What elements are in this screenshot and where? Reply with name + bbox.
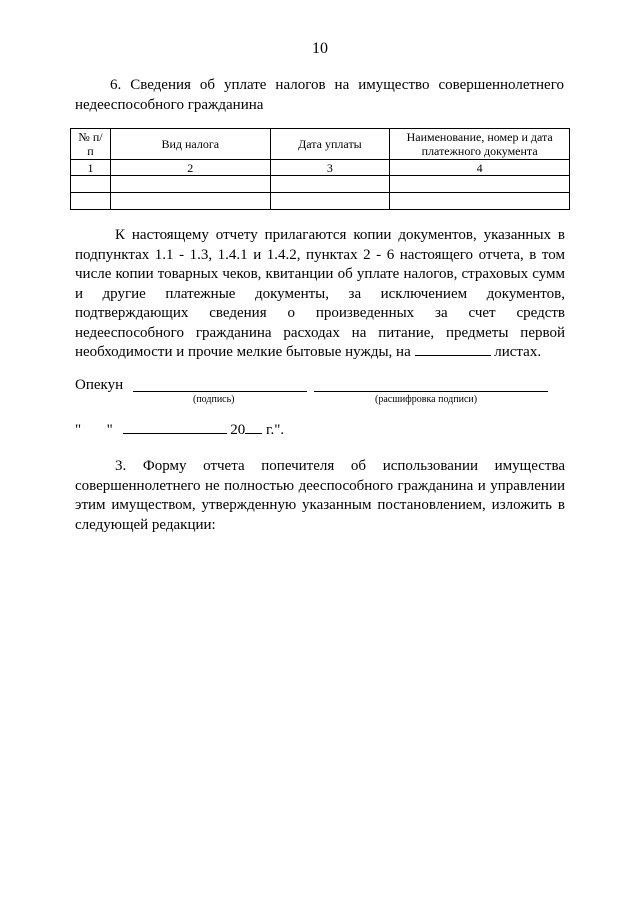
table-cell: 3	[270, 160, 390, 176]
table-header-row	[71, 129, 570, 160]
table-row	[71, 176, 570, 193]
table-cell: 2	[110, 160, 270, 176]
table-column-numbers-row	[71, 160, 570, 176]
attachments-text: К настоящему отчету прилагаются копии документов, указанных в подпунктах 1.1 - 1.3, 1.4.1 и 1.4.2, пунктах 2 - 6 настоящего отчета, в том числе копии товарных чеков, квитанции об уплате налогов, страховых сумм и другие платежные документы, за исключением документов, подтверждающих сведения о произведенных за счет средств недееспособного гражданина расходах на питание, предметы первой необходимости и прочие мелкие бытовые нужды, на	[75, 227, 565, 360]
table-cell: 4	[390, 160, 570, 176]
table-cell	[71, 176, 111, 193]
year-prefix: 20	[230, 422, 246, 438]
table-cell: 1	[71, 160, 111, 176]
table-cell	[390, 193, 570, 210]
signature-caption: (подпись)	[193, 394, 235, 405]
column-header-number-text: № п/п	[78, 130, 103, 158]
page-number: 10	[312, 40, 328, 57]
column-header-payment-document: Наименование, номер и дата платежного документа	[390, 129, 570, 160]
table-cell	[390, 176, 570, 193]
table-cell	[270, 193, 390, 210]
table-cell	[71, 193, 111, 210]
date-line	[75, 421, 284, 439]
item3-paragraph: 3. Форму отчета попечителя об использовании имущества совершеннолетнего не полностью дееспособного гражданина и управлении этим имуществом, утвержденную указанным постановлением, изложить в следующей редакции:	[75, 458, 565, 533]
tax-payment-table	[70, 128, 570, 210]
attachments-suffix: листах.	[494, 344, 542, 360]
column-header-tax-type: Вид налога	[110, 129, 270, 160]
signature-decoding-line	[314, 391, 548, 392]
signature-line	[133, 391, 307, 392]
year-suffix: г.".	[266, 422, 285, 438]
table-cell	[110, 193, 270, 210]
date-quote-open: "	[75, 422, 82, 438]
attachments-paragraph	[75, 226, 565, 363]
table-cell	[270, 176, 390, 193]
column-header-number	[71, 129, 111, 160]
sheet-count-blank	[415, 343, 491, 356]
year-blank	[245, 421, 262, 434]
month-blank	[123, 421, 227, 434]
section6-heading-line2: недееспособного гражданина	[75, 97, 264, 113]
signature-decoding-caption: (расшифровка подписи)	[375, 394, 478, 405]
guardian-label: Опекун	[75, 377, 124, 393]
section6-heading-line1: 6. Сведения об уплате налогов на имущество совершеннолетнего	[110, 77, 564, 93]
day-blank	[85, 422, 103, 434]
table-cell	[110, 176, 270, 193]
table-row	[71, 193, 570, 210]
date-quote-close: "	[106, 422, 113, 438]
column-header-payment-date: Дата уплаты	[270, 129, 390, 160]
